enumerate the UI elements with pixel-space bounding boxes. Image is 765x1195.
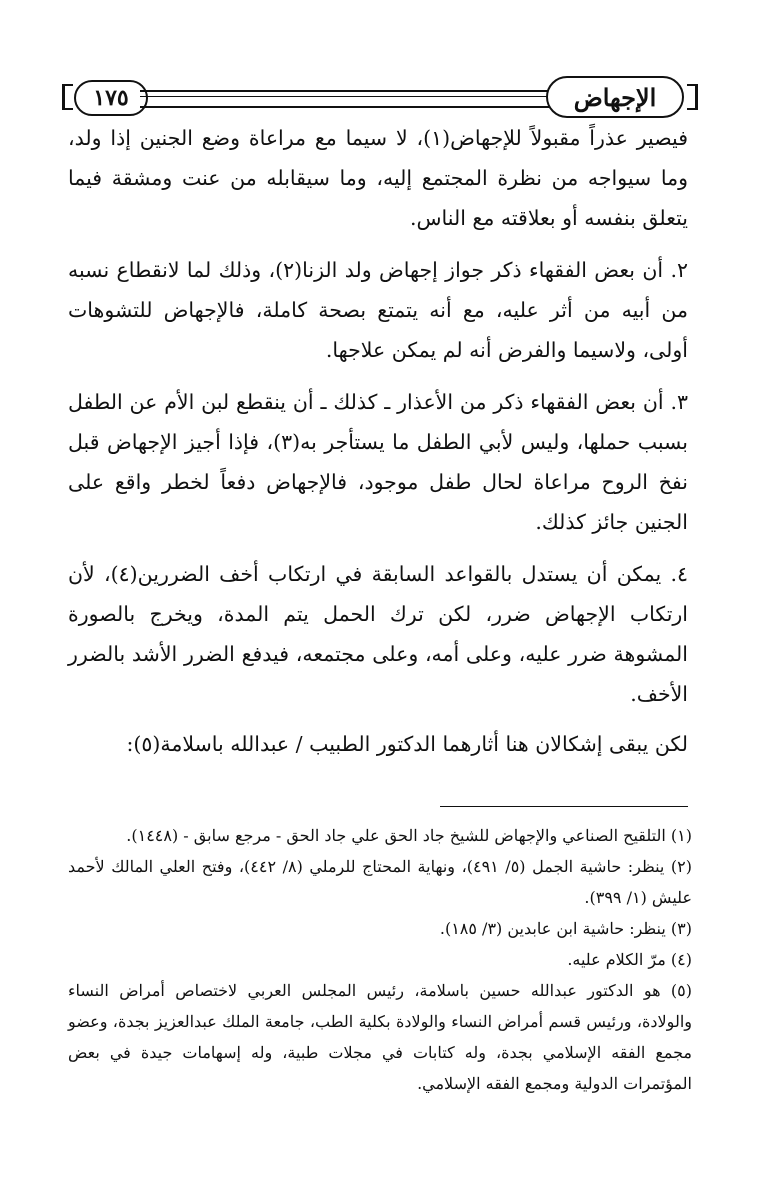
footnote-2: (٢) ينظر: حاشية الجمل (٥/ ٤٩١)، ونهاية المحتاج للرملي (٨/ ٤٤٢)، وفتح العلي المالك لأحمد عليش (١/ ٣٩٩). <box>68 857 693 907</box>
page-number: ١٧٥ <box>74 80 148 116</box>
paragraph-intro: فيصير عذراً مقبولاً للإجهاض(١)، لا سيما مع مراعاة وضع الجنين إذا ولد، وما سيواجه من نظرة المجتمع إليه، وما سيقابله من عنت ومشقة فيما يتعلق بنفسه أو بعلاقته مع الناس. <box>68 126 689 230</box>
paragraph-point-4: ٤. يمكن أن يستدل بالقواعد السابقة في ارتكاب أخف الضررين(٤)، لأن ارتكاب الإجهاض ضرر، لكن ترك الحمل يتم المدة، ويخرج بالصورة المشوهة ضرر عليه، وعلى أمه، وعلى مجتمعه، فيدفع الضرر الأشد بالضرر الأخف. <box>68 562 688 706</box>
paragraph-final: لكن يبقى إشكالان هنا أثارهما الدكتور الطبيب / عبدالله باسلامة(٥): <box>126 732 688 756</box>
header-bracket-left <box>62 84 73 110</box>
header-rule <box>140 90 552 108</box>
footnote-separator <box>440 806 688 807</box>
main-text <box>68 118 688 764</box>
footnote-1: (١) التلقيح الصناعي والإجهاض للشيخ جاد الحق علي جاد الحق - مرجع سابق - (١٤٤٨). <box>126 826 692 845</box>
running-title: الإجهاض <box>546 76 684 118</box>
footnote-5: (٥) هو الدكتور عبدالله حسين باسلامة، رئيس المجلس العربي لاختصاص أمراض النساء والولادة، ورئيس قسم أمراض النساء والولادة بكلية الطب، جامعة الملك عبدالعزيز بجدة، وعضو مجمع الفقه الإسلامي بجدة، وله كتابات في مجلات طبية، وله إسهامات جيدة في بعض المؤتمرات الدولية ومجمع الفقه الإسلامي. <box>68 981 692 1093</box>
page-header <box>60 76 700 122</box>
footnote-3: (٣) ينظر: حاشية ابن عابدين (٣/ ١٨٥). <box>439 919 692 938</box>
footnote-4: (٤) مرّ الكلام عليه. <box>567 950 692 969</box>
paragraph-point-3: ٣. أن بعض الفقهاء ذكر من الأعذار ـ كذلك ـ أن ينقطع لبن الأم عن الطفل بسبب حملها، وليس لأبي الطفل ما يستأجر به(٣)، فإذا أجيز الإجهاض قبل نفخ الروح مراعاة لحال طفل موجود، فالإجهاض دفعاً لخطر واقع على الجنين جائز كذلك. <box>68 390 689 534</box>
header-bracket-right <box>687 84 698 110</box>
paragraph-point-2: ٢. أن بعض الفقهاء ذكر جواز إجهاض ولد الزنا(٢)، وذلك لما لانقطاع نسبه من أبيه من أثر عليه، مع أنه يتمتع بصحة كاملة، فالإجهاض للتشوهات أولى، ولاسيما والفرض أنه لم يمكن علاجها. <box>68 258 689 362</box>
footnotes <box>68 820 692 1099</box>
